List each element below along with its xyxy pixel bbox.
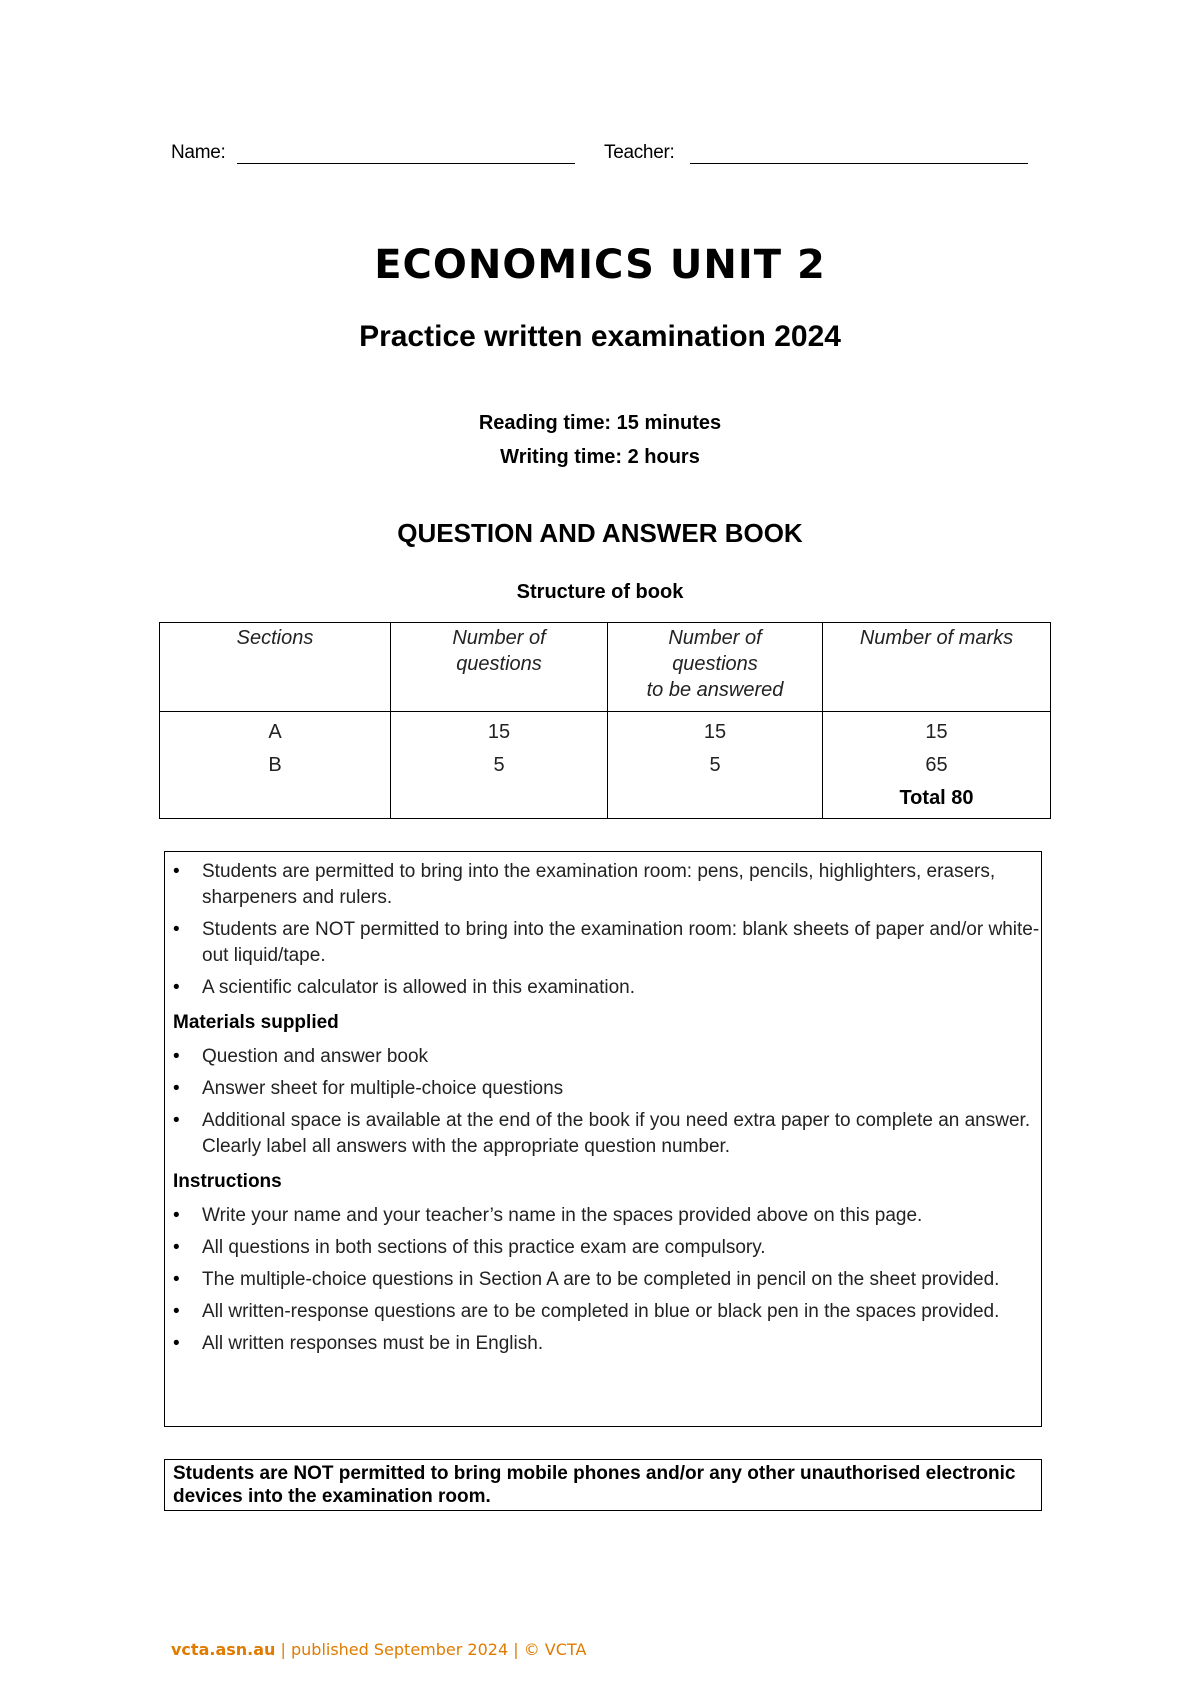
bullet-icon: •	[173, 1205, 180, 1226]
list-item-text: All questions in both sections of this practice exam are compulsory.	[202, 1237, 766, 1258]
table-cell: 5	[493, 754, 505, 776]
footer-separator: |	[508, 1640, 524, 1659]
teacher-label: Teacher:	[604, 142, 675, 163]
header-number-of-questions	[391, 623, 608, 712]
devices-warning: Students are NOT permitted to bring mobile phones and/or any other unauthorised electronic devices into the examination room.	[164, 1459, 1042, 1511]
bullet-icon: •	[173, 1333, 180, 1354]
list-item	[165, 1108, 1041, 1160]
list-item-text: All written responses must be in English.	[202, 1333, 544, 1354]
list-item-text: Additional space is available at the end of the book if you need extra paper to complete an answer. Clearly label all answers with the appropriate question number.	[202, 1110, 1031, 1157]
table-cell: 15	[925, 721, 948, 743]
marks-cell	[823, 712, 1051, 819]
bullet-icon: •	[173, 977, 180, 998]
table-body-row	[160, 712, 1051, 819]
table-cell: 65	[925, 754, 948, 776]
list-item	[165, 1203, 1041, 1229]
list-item	[165, 1076, 1041, 1102]
list-item	[165, 1235, 1041, 1261]
instructions-heading: Instructions	[173, 1171, 282, 1192]
bullet-icon: •	[173, 1301, 180, 1322]
list-item-text: Write your name and your teacher’s name in the spaces provided above on this page.	[202, 1205, 923, 1226]
page-title: ECONOMICS UNIT 2	[374, 242, 826, 288]
table-cell: 15	[703, 721, 727, 743]
footer-separator: |	[275, 1640, 291, 1659]
table-cell: A	[268, 721, 282, 743]
sections-cell	[160, 712, 391, 819]
structure-table	[159, 622, 1051, 819]
name-field[interactable]	[237, 163, 575, 164]
table-header-row	[160, 623, 1051, 712]
header-text-line: to be answered	[646, 679, 784, 701]
bullet-icon: •	[173, 1237, 180, 1258]
page-subtitle: Practice written examination 2024	[359, 320, 841, 353]
answered-cell	[608, 712, 823, 819]
header-text-line: Number of marks	[859, 627, 1014, 649]
header-text-line: Number of	[668, 627, 762, 649]
bullet-icon: •	[173, 1110, 180, 1131]
materials-heading: Materials supplied	[173, 1012, 339, 1033]
total-marks: Total 80	[899, 787, 974, 809]
table-cell: 5	[709, 754, 721, 776]
book-heading: QUESTION AND ANSWER BOOK	[397, 518, 803, 548]
bullet-icon: •	[173, 1046, 180, 1067]
list-item	[165, 917, 1041, 969]
header-number-of-marks	[823, 623, 1051, 712]
list-item-text: The multiple-choice questions in Section A are to be completed in pencil on the sheet provided.	[202, 1269, 1000, 1290]
footer	[171, 1640, 586, 1659]
list-item	[165, 975, 1041, 1001]
permitted-list	[165, 852, 1041, 1001]
list-item-text: Students are NOT permitted to bring into the examination room: blank sheets of paper and/or white-out liquid/tape.	[202, 919, 1040, 966]
table-cell: 15	[487, 721, 511, 743]
header-text-line: Number of	[452, 627, 546, 649]
footer-published: published September 2024	[290, 1640, 509, 1659]
bullet-icon: •	[173, 1269, 180, 1290]
instructions-box	[164, 851, 1042, 1427]
list-item	[165, 1331, 1041, 1357]
list-item	[165, 1267, 1041, 1293]
name-teacher-row	[171, 140, 1031, 166]
header-sections-text: Sections	[236, 627, 314, 649]
table-cell: B	[268, 754, 282, 776]
list-item-text: A scientific calculator is allowed in this examination.	[202, 977, 635, 998]
list-item-text: Question and answer book	[202, 1046, 429, 1067]
teacher-field[interactable]	[690, 163, 1028, 164]
list-item-text: All written-response questions are to be completed in blue or black pen in the spaces provided.	[202, 1301, 1000, 1322]
footer-site-link[interactable]: vcta.asn.au	[171, 1640, 276, 1659]
header-questions-to-answer	[608, 623, 823, 712]
materials-list	[165, 1044, 1041, 1160]
bullet-icon: •	[173, 861, 180, 882]
instructions-list	[165, 1203, 1041, 1357]
reading-time: Reading time: 15 minutes	[478, 412, 722, 434]
header-text-line: questions	[456, 653, 542, 675]
footer-copyright: © VCTA	[523, 1640, 587, 1659]
list-item-text: Students are permitted to bring into the examination room: pens, pencils, highlighters, erasers, sharpeners and rulers.	[202, 861, 996, 908]
questions-cell	[391, 712, 608, 819]
name-label: Name:	[171, 142, 226, 163]
list-item	[165, 859, 1041, 911]
list-item	[165, 1044, 1041, 1070]
list-item-text: Answer sheet for multiple-choice questions	[202, 1078, 564, 1099]
list-item	[165, 1299, 1041, 1325]
header-text-line: questions	[672, 653, 758, 675]
bullet-icon: •	[173, 1078, 180, 1099]
header-sections	[160, 623, 391, 712]
bullet-icon: •	[173, 919, 180, 940]
writing-time: Writing time: 2 hours	[500, 446, 700, 468]
structure-heading: Structure of book	[516, 581, 684, 603]
